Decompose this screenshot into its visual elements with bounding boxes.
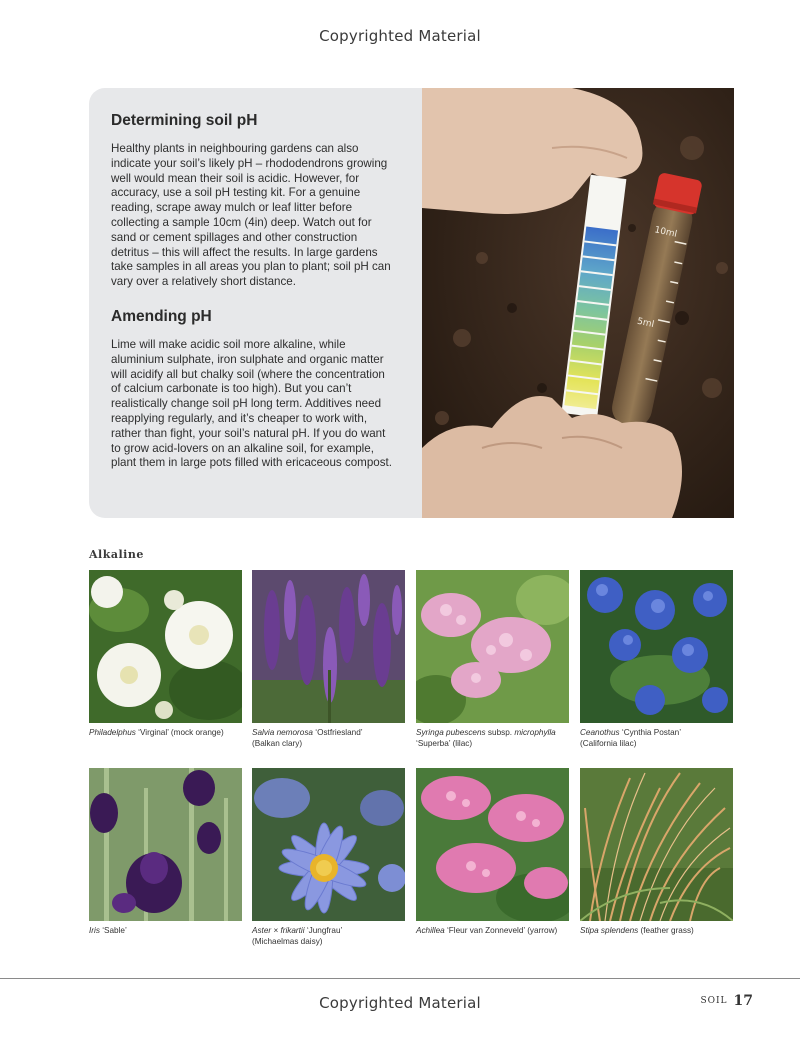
ceanothus-photo xyxy=(580,570,733,723)
stipa-photo xyxy=(580,768,733,921)
plant-card-syringa xyxy=(416,570,569,749)
tube-label-upper: 10ml xyxy=(653,225,678,240)
heading-amending-ph: Amending pH xyxy=(111,307,212,325)
page-folio xyxy=(700,990,753,1009)
plant-card-philadelphus xyxy=(89,570,242,739)
body-determining-soil-ph: Healthy plants in neighbouring gardens can also indicate your soil’s likely pH – rhododendrons growing well would mean their soil is acidic. However, for accuracy, use a soil pH testing kit. For a genuine reading, scrape away mulch or leaf litter before collecting a sample 10cm (4in) deep. Watch out for sand or cement spillages and other construction detritus – this will affect the results. In large gardens take samples in all areas you plan to plant; soil pH can vary over a relatively short distance. xyxy=(111,142,391,289)
caption-salvia: Salvia nemorosa ‘Ostfriesland’ (Balkan clary) xyxy=(252,728,363,748)
page-number: 17 xyxy=(733,993,753,1009)
caption-aster: Aster × frikartii ‘Jungfrau’ (Michaelmas daisy) xyxy=(252,926,343,946)
philadelphus-photo xyxy=(89,570,242,723)
caption-iris: Iris ‘Sable’ xyxy=(89,926,127,935)
salvia-photo xyxy=(252,570,405,723)
footer-rule xyxy=(0,978,800,979)
copyright-watermark-bottom: Copyrighted Material xyxy=(319,994,481,1012)
plant-card-salvia xyxy=(252,570,405,749)
caption-philadelphus: Philadelphus ‘Virginal’ (mock orange) xyxy=(89,728,224,737)
ph-test-photo xyxy=(422,88,734,518)
plant-card-achillea xyxy=(416,768,569,937)
plant-card-stipa xyxy=(580,768,733,937)
footer-section-name: SOIL xyxy=(700,996,728,1006)
gallery-label-alkaline: Alkaline xyxy=(89,548,144,561)
caption-syringa: Syringa pubescens subsp. microphylla ‘Superba’ (lilac) xyxy=(416,728,556,748)
plant-card-ceanothus xyxy=(580,570,733,749)
plant-card-aster xyxy=(252,768,405,947)
caption-stipa: Stipa splendens (feather grass) xyxy=(580,926,694,935)
plant-card-iris xyxy=(89,768,242,937)
caption-achillea: Achillea ‘Fleur van Zonneveld’ (yarrow) xyxy=(416,926,558,935)
heading-determining-soil-ph: Determining soil pH xyxy=(111,112,258,129)
body-amending-ph: Lime will make acidic soil more alkaline, while aluminium sulphate, iron sulphate and organic matter will acidify all but chalky soil (where the concentration of calcium carbonate is too high). But you can’t realistically change soil pH long term. Additives need reapplying regularly, and it’s cheaper to work with, rather than fight, your soil’s natural pH. If you do want to grow acid-lovers on an alkaline soil, for example, plant them in large pots filled with ericaceous compost. xyxy=(111,337,392,470)
achillea-photo xyxy=(416,768,569,921)
syringa-photo xyxy=(416,570,569,723)
panel-text xyxy=(111,112,396,489)
copyright-watermark-top: Copyrighted Material xyxy=(319,27,481,45)
tube-label-lower: 5ml xyxy=(636,316,655,331)
caption-ceanothus: Ceanothus ‘Cynthia Postan’ (California lilac) xyxy=(580,728,682,748)
aster-photo xyxy=(252,768,405,921)
iris-photo xyxy=(89,768,242,921)
info-panel xyxy=(89,88,734,518)
